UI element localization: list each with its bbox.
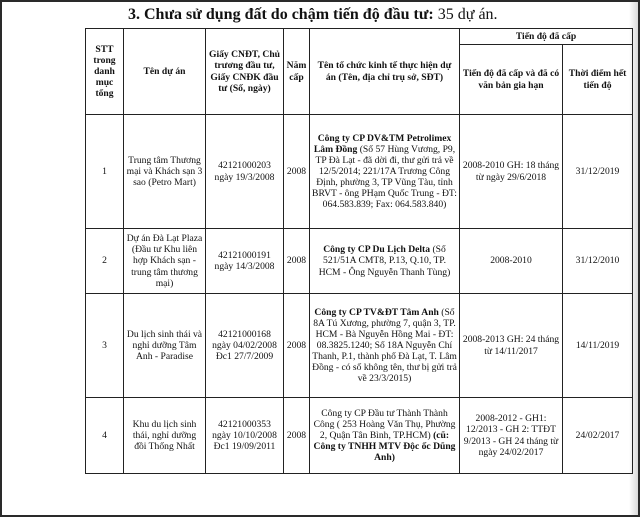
row-year: 2008 <box>284 115 310 229</box>
row-stt: 4 <box>86 398 124 474</box>
project-table <box>85 28 633 474</box>
header-certificate: Giấy CNĐT, Chủ trương đầu tư, Giấy CNĐK đầu tư (Số, ngày) <box>206 29 284 115</box>
org-name: Công ty CP Du Lịch Delta <box>323 244 431 256</box>
header-progress-granted: Tiến độ đã cấp <box>460 29 633 45</box>
org-detail: (Số 521/51A CMT8, P.13, Q.10, TP. HCM - Ông Nguyễn Thanh Tùng) <box>318 244 451 278</box>
header-organization: Tên tổ chức kinh tế thực hiện dự án (Tên, địa chỉ trụ sở, SĐT) <box>310 29 460 115</box>
section-title-bold: 3. Chưa sử dụng đất do chậm tiến độ đầu tư: <box>128 6 434 23</box>
header-project-name: Tên dự án <box>124 29 206 115</box>
row-deadline: 14/11/2019 <box>563 294 633 398</box>
header-row-1 <box>86 29 633 45</box>
org-name: Công ty CP DV&TM Petrolimex Lâm Đồng <box>313 132 452 155</box>
row-organization <box>310 229 460 294</box>
row-project-name: Trung tâm Thương mại và Khách sạn 3 sao (Petro Mart) <box>124 115 206 229</box>
header-deadline: Thời điểm hết tiến độ <box>563 45 633 115</box>
table-row <box>86 398 633 474</box>
org-detail: (Số 57 Hùng Vương, P9, TP Đà Lạt - đã dời đi, thư gửi trả về 12/5/2014; 221/17A Trương Công Định, phường 3, TP Vũng Tàu, tỉnh BRVT - ông PHạm Quốc Trung - ĐT: 064.583.839; Fax: 064.583.840) <box>312 143 457 211</box>
table-row <box>86 115 633 229</box>
org-detail: Công ty CP Đầu tư Thành Thành Công ( 253 Hoàng Văn Thụ, Phường 2, Quận Tân Bình, TP.HCM) <box>313 407 456 441</box>
row-progress: 2008-2012 - GH1: 12/2013 - GH 2: TTĐT 9/2013 - GH 24 tháng từ ngày 24/02/2017 <box>460 398 563 474</box>
row-year: 2008 <box>284 229 310 294</box>
row-project-name: Khu du lịch sinh thái, nghỉ dưỡng đồi Thống Nhất <box>124 398 206 474</box>
row-progress: 2008-2010 GH: 18 tháng từ ngày 29/6/2018 <box>460 115 563 229</box>
section-title-count: 35 dự án. <box>437 6 498 23</box>
row-certificate: 42121000191 ngày 14/3/2008 <box>206 229 284 294</box>
row-organization <box>310 115 460 229</box>
header-stt: STT trong danh mục tổng <box>86 29 124 115</box>
row-project-name: Du lịch sinh thái và nghỉ dưỡng Tâm Anh - Paradise <box>124 294 206 398</box>
row-progress: 2008-2013 GH: 24 tháng từ 14/11/2017 <box>460 294 563 398</box>
row-deadline: 31/12/2010 <box>563 229 633 294</box>
row-stt: 1 <box>86 115 124 229</box>
row-progress: 2008-2010 <box>460 229 563 294</box>
header-year: Năm cấp <box>284 29 310 115</box>
row-year: 2008 <box>284 294 310 398</box>
row-certificate: 42121000353 ngày 10/10/2008 Đc1 19/09/2011 <box>206 398 284 474</box>
org-detail: (Số 8A Tú Xương, phường 7, quận 3, TP. HCM - Bà Nguyễn Hồng Mai - ĐT: 08.3825.1240; Số 18A Nguyễn Chí Thanh, P.1, thành phố Đà Lạt, T. Lâm Đồng - có số không tên, thư bị gửi trả về 23/3/2015) <box>312 306 457 385</box>
table-row <box>86 229 633 294</box>
row-organization <box>310 294 460 398</box>
row-stt: 2 <box>86 229 124 294</box>
header-progress-extended: Tiến độ đã cấp và đã có văn bản gia hạn <box>460 45 563 115</box>
section-title <box>128 6 498 24</box>
org-name: Công ty CP TV&ĐT Tâm Anh <box>314 306 439 318</box>
row-organization <box>310 398 460 474</box>
row-deadline: 31/12/2019 <box>563 115 633 229</box>
row-project-name: Dự án Đà Lạt Plaza (Đầu tư Khu liên hợp Khách sạn - trung tâm thương mại) <box>124 229 206 294</box>
row-certificate: 42121000168 ngày 04/02/2008 Đc1 27/7/2009 <box>206 294 284 398</box>
row-certificate: 42121000203 ngày 19/3/2008 <box>206 115 284 229</box>
row-stt: 3 <box>86 294 124 398</box>
row-deadline: 24/02/2017 <box>563 398 633 474</box>
table-row <box>86 294 633 398</box>
org-former-name: (cũ: Công ty TNHH MTV Độc ốc Dũng Anh) <box>313 429 456 464</box>
row-year: 2008 <box>284 398 310 474</box>
